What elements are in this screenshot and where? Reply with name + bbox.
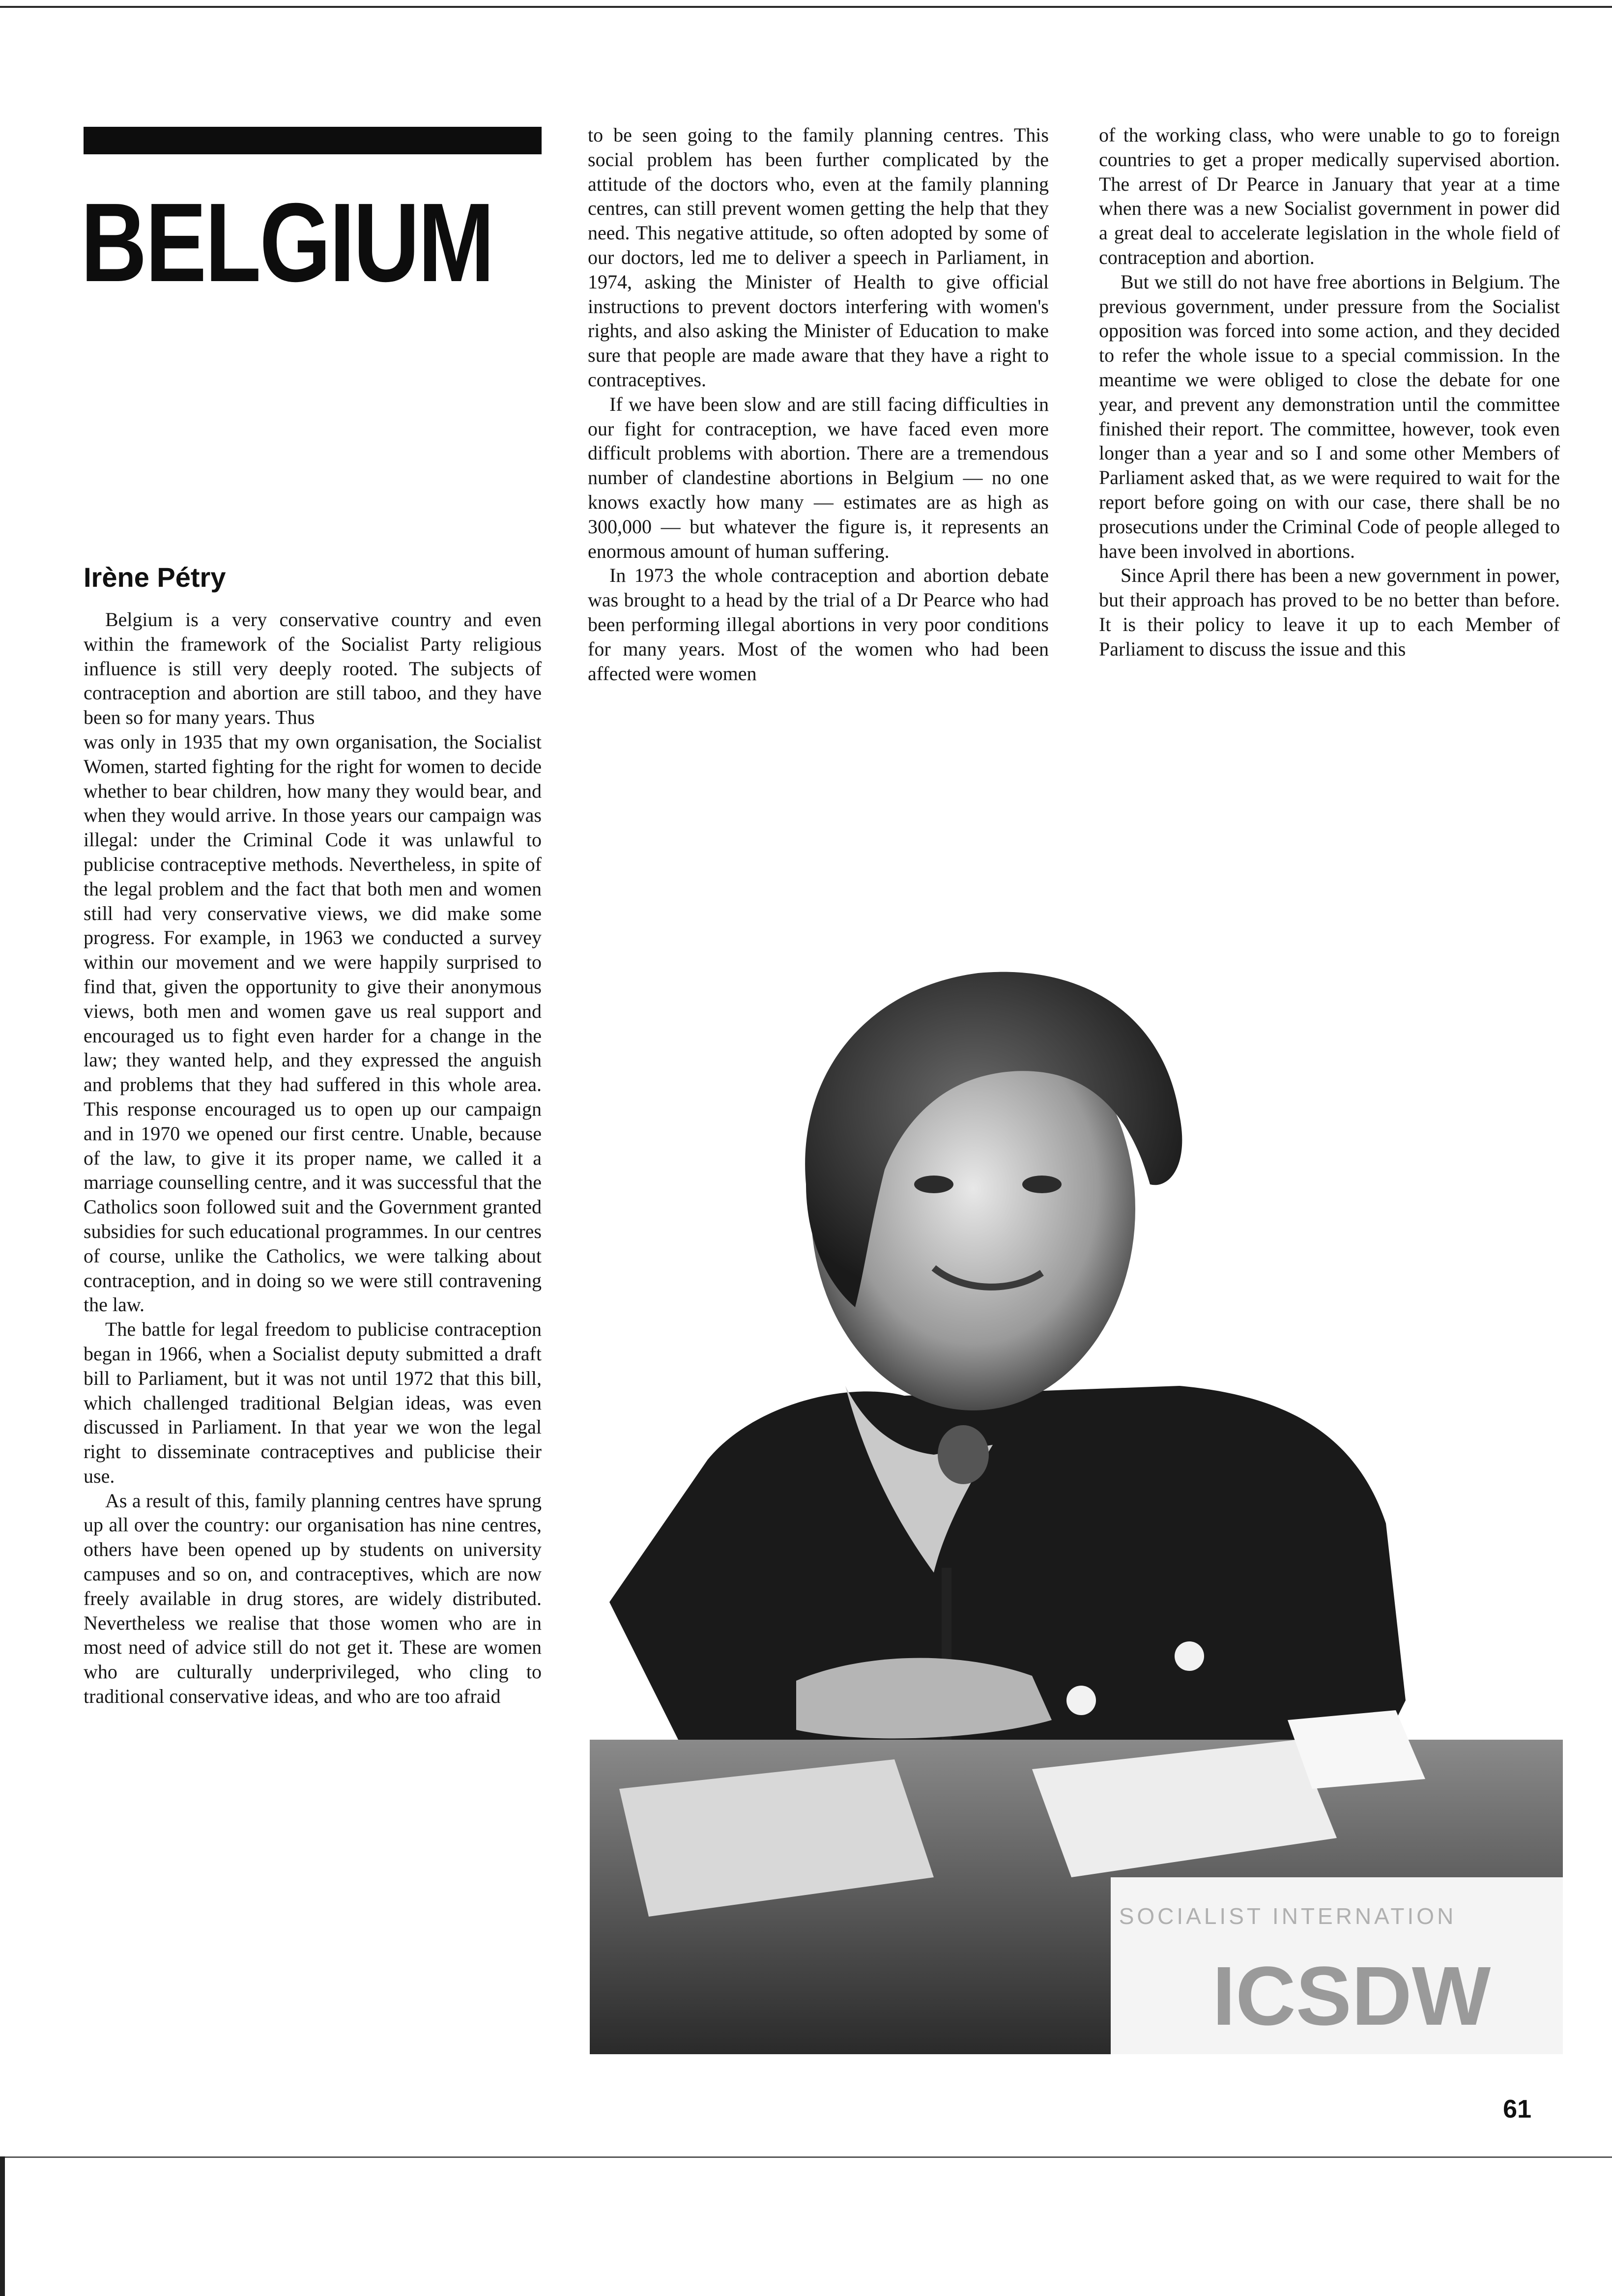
eye-left xyxy=(914,1176,953,1193)
edge-mark xyxy=(0,2156,5,2296)
paragraph: In 1973 the whole contraception and abortion debate was brought to a head by the trial of a Dr Pearce who had been performing illegal abortions in very poor conditions for many years. Most of the women who had been affected were women xyxy=(588,564,1049,685)
eye-right xyxy=(1022,1176,1062,1193)
photo-illustration xyxy=(590,953,1563,2054)
microphone-head xyxy=(938,1425,989,1484)
text-column-3 xyxy=(1099,123,1560,661)
sign-line-2: ICSDW xyxy=(1212,1950,1491,2043)
paragraph: But we still do not have free abortions in Belgium. The previous government, under pressure from the Socialist opposition was forced into some action, and they decided to refer the whole issue to a special commission. In the meantime we were obliged to close the debate for one year, and prevent any demonstration until the committee finished their report. The committee, however, took even longer than a year and so I and some other Members of Parliament asked that, as we were required to wait for the report before going on with our case, there shall be no prosecutions under the Criminal Code of people alleged to have been involved in abortions. xyxy=(1099,270,1560,562)
text-column-2 xyxy=(588,123,1049,686)
paragraph: to be seen going to the family planning centres. This social problem has been further complicated by the attitude of the doctors who, even at the family planning centres, can still prevent women getting the help that they need. This negative attitude, so often adopted by some of our doctors, led me to deliver a speech in Parliament, in 1974, asking the Minister of Health to give official instructions to prevent doctors interfering with women's rights, and also asking the Minister of Education to make sure that people are made aware that they have a right to contraceptives. xyxy=(588,124,1049,391)
sign-line-1: SOCIALIST INTERNATION xyxy=(1119,1903,1457,1929)
paragraph: Since April there has been a new government in power, but their approach has proved to be no better than before. It is their policy to leave it up to each Member of Parliament to discuss the issue and this xyxy=(1099,564,1560,660)
top-rule xyxy=(0,6,1612,8)
speaker-photo xyxy=(590,953,1563,2054)
bottom-rule xyxy=(0,2156,1612,2158)
page-title: BELGIUM xyxy=(81,180,493,305)
text-column-1 xyxy=(84,607,542,1709)
paragraph: If we have been slow and are still facing difficulties in our fight for contraception, we have faced even more difficult problems with abortion. There are a tremendous number of clandestine abortions in Belgium — no one knows exactly how many — estimates are as high as 300,000 — but whatever the figure is, it represents an enormous amount of human suffering. xyxy=(588,393,1049,562)
author-name: Irène Pétry xyxy=(84,562,226,593)
paragraph: was only in 1935 that my own organisation, the Socialist Women, started fighting for the right for women to decide whether to bear children, how many they would bear, and when they would arrive. In those years our campaign was illegal: under the Criminal Code it was unlawful to publicise contraceptive methods. Nevertheless, in spite of the legal problem and the fact that both men and women still had very conservative views, we did make some progress. For example, in 1963 we conducted a survey within our movement and we were happily surprised to find that, given the opportunity to give their anonymous views, both men and women gave us real support and encouraged us to fight even harder for a change in the law; they wanted help, and they expressed the anguish and problems that they had suffered in this whole area. This response encouraged us to open up our campaign and in 1970 we opened our first centre. Unable, because of the law, to give it its proper name, we called it a marriage counselling centre, and it was successful that the Catholics soon followed suit and the Government granted subsidies for such educational programmes. In our centres of course, unlike the Catholics, we were talking about contraception, and in doing so we were still contravening the law. xyxy=(84,730,542,1316)
jacket-button xyxy=(1066,1686,1096,1715)
paragraph: of the working class, who were unable to go to foreign countries to get a proper medically supervised abortion. The arrest of Dr Pearce in January that year at a time when there was a new Socialist government in power did a great deal to accelerate legislation in the whole field of contraception and abortion. xyxy=(1099,124,1560,268)
heading-bar xyxy=(84,127,542,154)
hands-shape xyxy=(796,1658,1052,1739)
jacket-button xyxy=(1175,1641,1204,1671)
paragraph: The battle for legal freedom to publicise contraception began in 1966, when a Socialist deputy submitted a draft bill to Parliament, but it was not until 1972 that this bill, which challenged traditional Belgian ideas, was even discussed in Parliament. In that year we won the legal right to disseminate contraceptives and publicise their use. xyxy=(84,1318,542,1487)
paragraph: Belgium is a very conservative country and even within the framework of the Socialist Party religious influence is still very deeply rooted. The subjects of contraception and abortion are still taboo, and they have been so for many years. Thus xyxy=(84,608,542,729)
page-number: 61 xyxy=(1503,2095,1531,2124)
paragraph: As a result of this, family planning centres have sprung up all over the country: our organisation has nine centres, others have been opened up by students on university campuses and so on, and contraceptives, which are now freely available in drug stores, are widely distributed. Nevertheless we realise that those women who are in most need of advice still do not get it. These are women who are culturally underprivileged, who cling to traditional conservative ideas, and who are too afraid xyxy=(84,1489,542,1708)
